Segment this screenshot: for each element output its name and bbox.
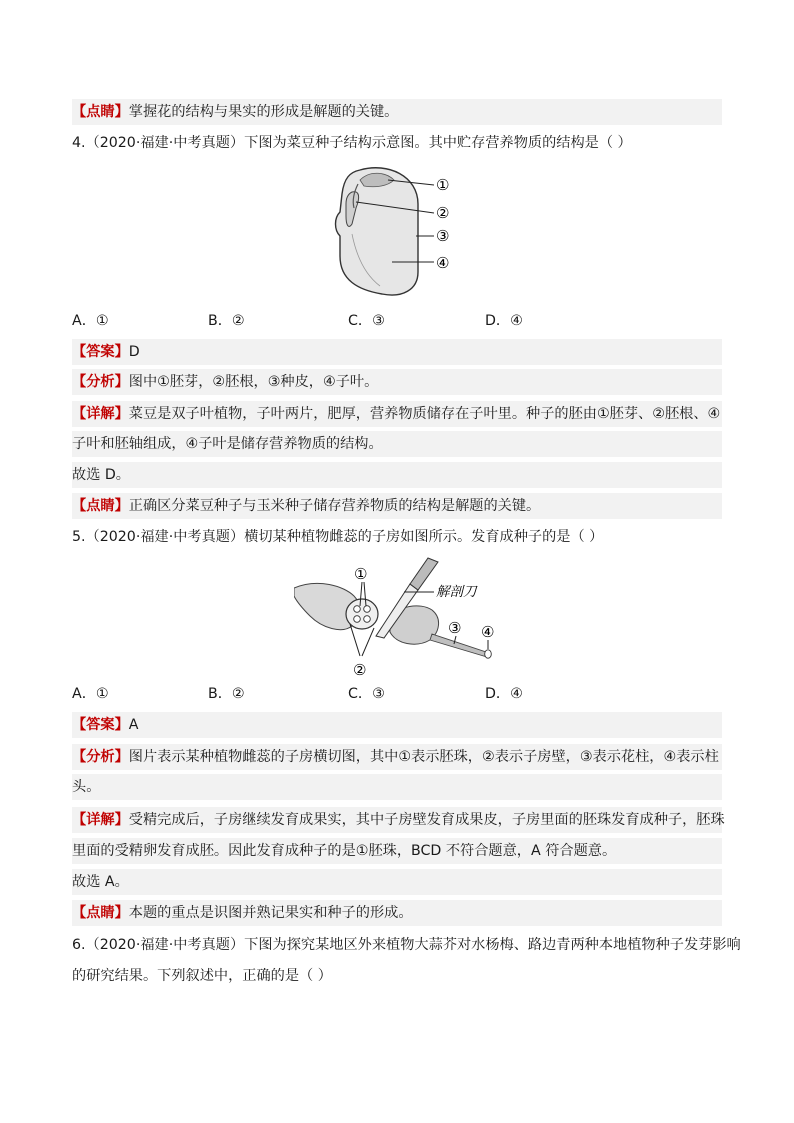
q5-option-b: B．② xyxy=(208,686,245,702)
answer-tag: 【答案】 xyxy=(72,344,129,360)
ovule-3 xyxy=(354,616,361,623)
q5-option-a: A．① xyxy=(72,686,109,702)
ovule-2 xyxy=(364,606,371,613)
analysis-tag: 【分析】 xyxy=(72,374,129,390)
analysis-text: 图中①胚芽，②胚根，③种皮，④子叶。 xyxy=(128,374,379,390)
q5-stem: 5.（2020·福建·中考真题）横切某种植物雌蕊的子房如图所示。发育成种子的是（ ） xyxy=(72,529,604,545)
answer-tag: 【答案】 xyxy=(72,717,129,733)
ovary-cross-section xyxy=(346,599,378,629)
ovary-label-2: ② xyxy=(353,661,367,679)
ovary-label-3: ③ xyxy=(448,619,462,637)
seed-label-3: ③ xyxy=(436,227,450,245)
q6-stem-line1: 6.（2020·福建·中考真题）下图为探究某地区外来植物大蒜芥对水杨梅、路边青两种本地植物种子发芽影响 xyxy=(72,937,741,953)
q4-stem: 4.（2020·福建·中考真题）下图为菜豆种子结构示意图。其中贮存营养物质的结构是（ ） xyxy=(72,135,632,151)
q4-answer xyxy=(72,339,722,365)
q4-option-d: D．④ xyxy=(485,313,523,329)
q4-detail-line1 xyxy=(72,401,722,427)
analysis-tag: 【分析】 xyxy=(72,749,129,765)
q6-stem-line2: 的研究结果。下列叙述中，正确的是（ ） xyxy=(72,968,332,984)
detail-text: 受精完成后，子房继续发育成果实，其中子房壁发育成果皮，子房里面的胚珠发育成种子，胚珠 xyxy=(128,812,725,828)
detail-tag: 【详解】 xyxy=(72,812,129,828)
q4-option-a: A．① xyxy=(72,313,109,329)
tip-tag: 【点睛】 xyxy=(72,905,129,921)
ovule-1 xyxy=(354,606,361,613)
stigma-shape xyxy=(485,650,492,658)
ovary-label-4: ④ xyxy=(481,623,495,641)
ovule-4 xyxy=(364,616,371,623)
analysis-text: 图片表示某种植物雌蕊的子房横切图，其中①表示胚珠，②表示子房壁，③表示花柱，④表示柱 xyxy=(128,749,719,765)
scalpel-handle xyxy=(410,558,438,590)
seed-label-2: ② xyxy=(436,204,450,222)
q4-tip xyxy=(72,493,722,519)
bean-seed-figure xyxy=(330,164,460,300)
ovary-label-1: ① xyxy=(354,565,368,583)
q4-analysis xyxy=(72,369,722,395)
q5-tip xyxy=(72,900,722,926)
q4-option-b: B．② xyxy=(208,313,245,329)
tip-tag: 【点睛】 xyxy=(72,498,129,514)
q4-choose: 故选 D。 xyxy=(72,462,722,488)
tip-tag: 【点睛】 xyxy=(72,104,129,120)
q5-detail-line2: 里面的受精卵发育成胚。因此发育成种子的是①胚珠，BCD 不符合题意，A 符合题意。 xyxy=(72,838,722,864)
answer-text: D xyxy=(128,344,140,360)
leader-line-2b xyxy=(362,628,374,656)
q3-tip xyxy=(72,99,722,125)
detail-text: 菜豆是双子叶植物，子叶两片，肥厚，营养物质储存在子叶里。种子的胚由①胚芽、②胚根、④ xyxy=(128,406,721,422)
q5-option-c: C．③ xyxy=(348,686,385,702)
style-shape xyxy=(430,634,487,657)
q4-option-c: C．③ xyxy=(348,313,385,329)
seed-label-1: ① xyxy=(436,176,450,194)
seed-label-4: ④ xyxy=(436,254,450,272)
q5-analysis-line1 xyxy=(72,744,722,770)
ovary-cross-section-figure xyxy=(294,556,504,680)
answer-text: A xyxy=(128,717,139,733)
q5-choose: 故选 A。 xyxy=(72,869,722,895)
q5-option-d: D．④ xyxy=(485,686,523,702)
q4-detail-line2: 子叶和胚轴组成，④子叶是储存营养物质的结构。 xyxy=(72,431,722,457)
scalpel-label: 解剖刀 xyxy=(436,584,477,600)
tip-text: 掌握花的结构与果实的形成是解题的关键。 xyxy=(128,104,399,120)
tip-text: 正确区分菜豆种子与玉米种子储存营养物质的结构是解题的关键。 xyxy=(128,498,541,514)
q5-analysis-line2: 头。 xyxy=(72,774,722,800)
q5-detail-line1 xyxy=(72,807,725,833)
detail-tag: 【详解】 xyxy=(72,406,129,422)
tip-text: 本题的重点是识图并熟记果实和种子的形成。 xyxy=(128,905,413,921)
q5-answer xyxy=(72,712,722,738)
